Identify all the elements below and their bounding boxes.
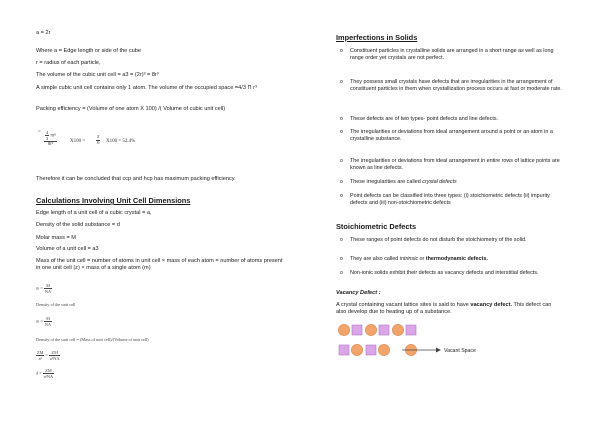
formula-m-2: m = $\frac{M}{NA}$ (36, 316, 52, 327)
stoich-bullet-2: o They are also called intrinsic or thermodynamic defects. (340, 256, 488, 262)
molar-mass-line: Molar mass = M (36, 235, 76, 241)
stoich-bullet-3: o Non-ionic solids exhibit their defects as vacancy defects and interstitial defects. (340, 270, 539, 276)
formula-m-1: m = $\frac{M}{NA}$ (36, 283, 52, 294)
cubic-volume: The volume of the cubic unit cell = a3 = (2r)³ = 8r³ (36, 72, 159, 78)
vacant-space-label: Vacant Space (444, 348, 476, 354)
conclusion-text: Therefore it can be concluded that ccp and hcp has maximum packing efficiency. (36, 176, 236, 182)
radius-definition: r = radius of each particle, (36, 60, 101, 66)
bullet-5: o The irregularities or deviations from ideal arrangement in entire rows of lattice points are known as line defects. (340, 158, 560, 171)
imperfections-heading: Imperfections in Solids (336, 33, 418, 42)
density-line: Density of the solid substance = d (36, 222, 120, 228)
stoich-bullet-1: o These ranges of point defects do not disturb the stoichiometry of the solid. (340, 237, 527, 243)
packing-efficiency-equation: = $\frac{4}{3}$ πr³ 8r³ X100 = $\frac{\pi}{6}$ X100 = 52.4% (38, 130, 136, 147)
formula-d: d = $\frac{ZM}{\text{a³NA}}$ (36, 368, 54, 379)
edge-definition: Where a = Edge length or side of the cube (36, 48, 141, 54)
volume-unit-cell-line: Volume of a unit cell = a3 (36, 246, 99, 252)
formula-density-ratio: Density of the unit cell = (Mass of unit cell)/(Volume of unit cell) (36, 337, 149, 342)
vacancy-defect-text: A crystal containing vacant lattice sites is said to have vacancy defect. This defect can also develop due to heating up of a substance. (336, 302, 552, 315)
formula-density-label: Density of the unit cell (36, 302, 76, 307)
formula-zm: $\frac{ZM}{\text{a³}}$ = $\frac{ZM}{\text{a³NA}}$ (37, 350, 60, 361)
edge-length-line: Edge length of a unit cell of a cubic crystal = a, (36, 210, 152, 216)
bullet-4: o The irregularities or deviations from ideal arrangement around a point or an atom in a crystalline substance. (340, 129, 553, 142)
bullet-7: o Point defects can be classified into three types: (i) stoichiometric defects (ii) impurity defects and (iii) non-stoichiometric defects (340, 193, 550, 206)
bullet-3: o These defects are of two types- point defects and line defects. (340, 116, 499, 122)
bullet-1: o Constituent particles in crystalline solids are arranged in a short range as well as long range order yet crystals are not perfect. (340, 48, 554, 61)
mass-unit-cell-line: Mass of the unit cell = number of atoms in unit cell × mass of each atom = number of atoms present in one unit cell (z) × mass of a single atom (m) (36, 258, 283, 271)
vacancy-defect-diagram (338, 322, 508, 360)
vacancy-defect-label: Vacancy Defect : (336, 290, 381, 296)
arrow-head-icon (436, 348, 441, 353)
edge-relation: a = 2r (36, 30, 51, 36)
packing-efficiency-def: Packing efficiency = (Volume of one atom X 100) /( Volume of cubic unit cell) (36, 106, 226, 112)
occupied-volume: A simple cubic unit cell contains only 1 atom. The volume of the occupied space =4/3 Π r³ (36, 85, 257, 91)
stoichiometric-heading: Stoichiometric Defects (336, 222, 417, 231)
calculations-heading: Calculations Involving Unit Cell Dimensions (36, 196, 191, 205)
lattice-row-1 (338, 324, 416, 335)
bullet-2: o They possess small crystals have defects that are irregularities in the arrangement of constituent particles in them when crystallization process occurs at fast or moderate rate. (340, 79, 562, 92)
bullet-6: o These irregularities are called crystal defects (340, 179, 457, 185)
